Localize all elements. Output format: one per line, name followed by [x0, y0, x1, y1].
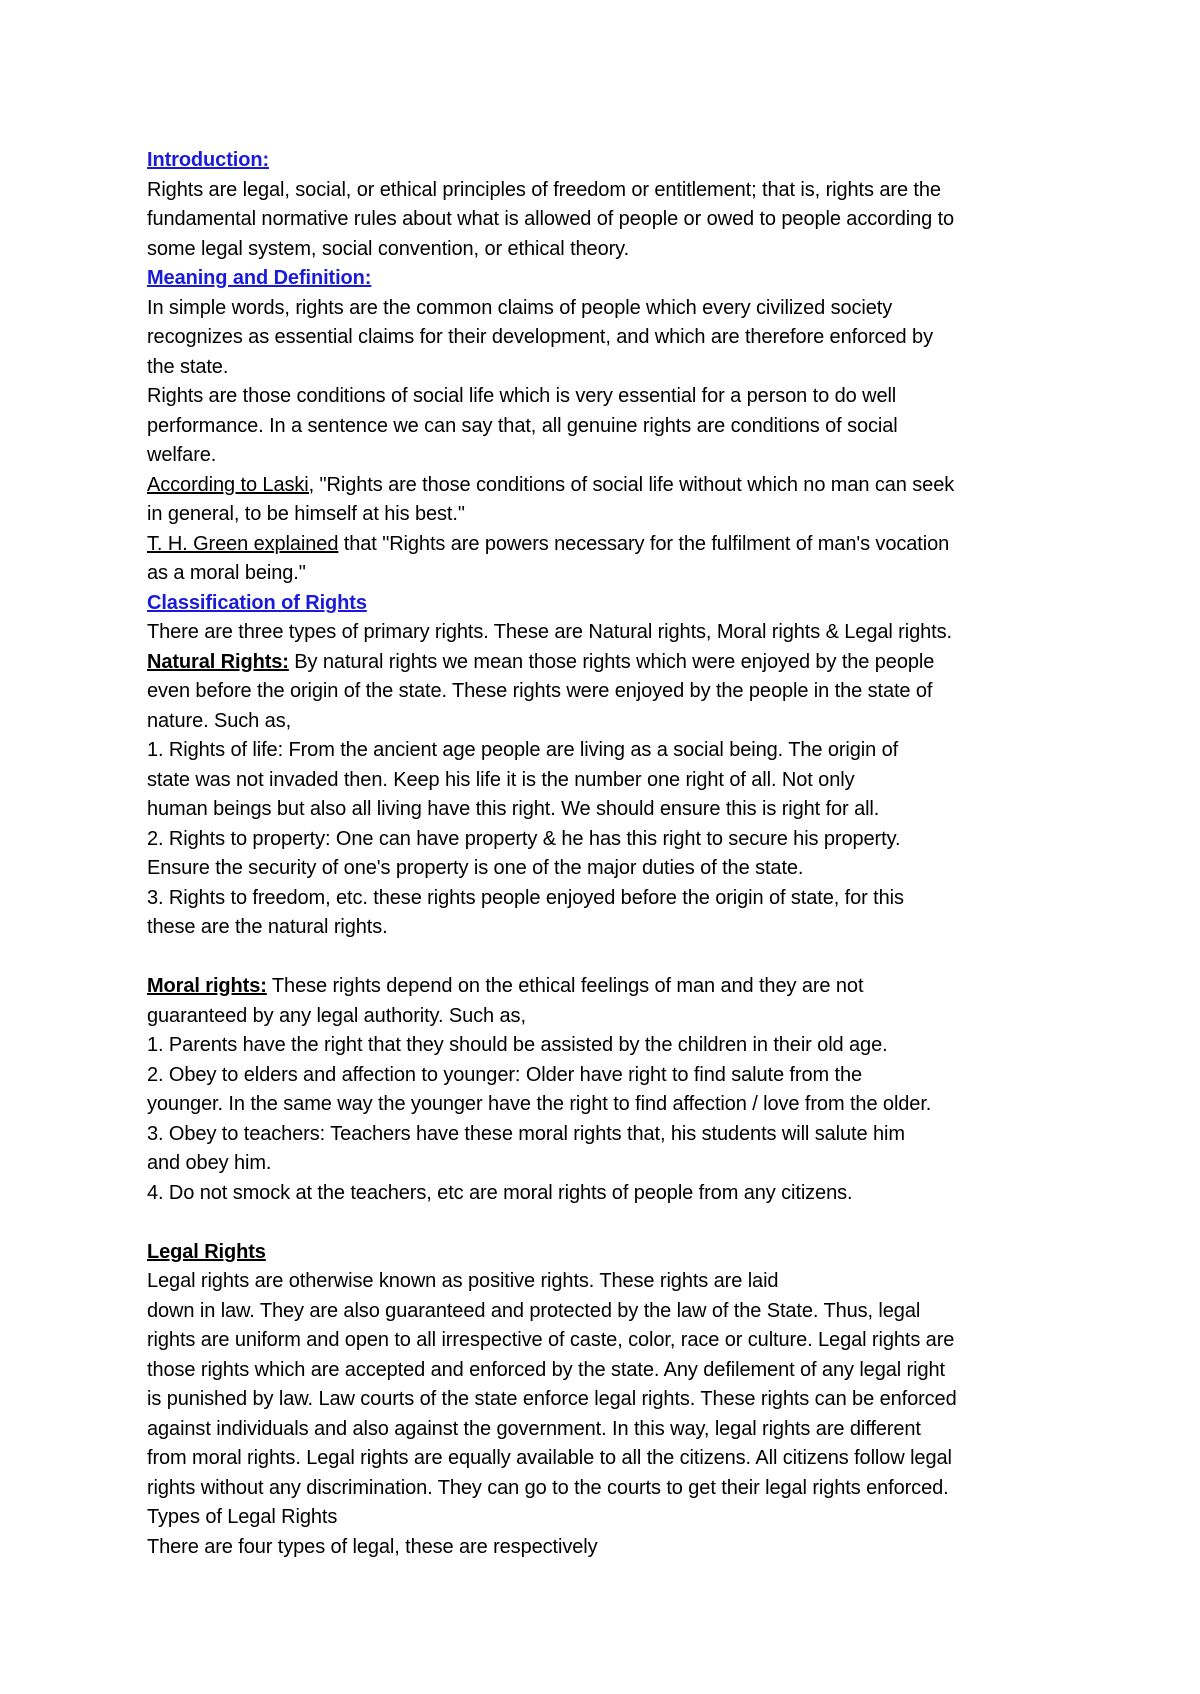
legal-rights-line: Legal rights are otherwise known as positive rights. These rights are laid — [147, 1270, 779, 1292]
meaning-line: performance. In a sentence we can say that, all genuine rights are conditions of social — [147, 414, 898, 437]
laski-quote-line — [147, 471, 1077, 501]
natural-rights-line: Ensure the security of one's property is one of the major duties of the state. — [147, 857, 804, 879]
legal-rights-line: There are four types of legal, these are respectively — [147, 1535, 598, 1558]
natural-rights-line: 3. Rights to freedom, etc. these rights people enjoyed before the origin of state, for this — [147, 886, 904, 909]
meaning-heading: Meaning and Definition: — [147, 267, 372, 289]
natural-rights-line: human beings but also all living have this right. We should ensure this is right for all. — [147, 798, 880, 820]
green-quote-line — [147, 530, 1077, 560]
moral-rights-line: guaranteed by any legal authority. Such as, — [147, 1004, 526, 1027]
green-label: T. H. Green explained — [147, 532, 339, 555]
natural-rights-line: 2. Rights to property: One can have property & he has this right to secure his property. — [147, 827, 901, 850]
introduction-line: some legal system, social convention, or ethical theory. — [147, 237, 630, 260]
meaning-line: Rights are those conditions of social life which is very essential for a person to do well — [147, 385, 897, 407]
moral-rights-line: 2. Obey to elders and affection to younger: Older have right to find salute from the — [147, 1063, 862, 1086]
legal-rights-line: from moral rights. Legal rights are equally available to all the citizens. All citizens follow legal — [147, 1447, 952, 1469]
legal-rights-line: down in law. They are also guaranteed and protected by the law of the State. Thus, legal — [147, 1299, 921, 1322]
moral-rights-line: 3. Obey to teachers: Teachers have these moral rights that, his students will salute him — [147, 1122, 905, 1145]
moral-rights-label: Moral rights: — [147, 975, 267, 997]
natural-rights-label: Natural Rights: — [147, 650, 289, 673]
classification-heading: Classification of Rights — [147, 591, 367, 614]
meaning-line: In simple words, rights are the common claims of people which every civilized society — [147, 296, 893, 319]
meaning-line: recognizes as essential claims for their development, and which are therefore enforced by — [147, 326, 933, 348]
paragraph-spacer — [147, 1208, 1077, 1238]
legal-rights-heading: Legal Rights — [147, 1240, 266, 1263]
natural-rights-line: nature. Such as, — [147, 709, 292, 732]
laski-quote-text: "Rights are those conditions of social life without which no man can seek — [314, 473, 955, 496]
introduction-line: fundamental normative rules about what is allowed of people or owed to people according to — [147, 208, 955, 230]
natural-rights-line: these are the natural rights. — [147, 916, 388, 938]
natural-rights-line: state was not invaded then. Keep his life it is the number one right of all. Not only — [147, 768, 855, 791]
moral-rights-line: 1. Parents have the right that they should be assisted by the children in their old age. — [147, 1034, 888, 1056]
meaning-line: the state. — [147, 355, 229, 378]
legal-rights-line: those rights which are accepted and enforced by the state. Any defilement of any legal right — [147, 1358, 945, 1381]
legal-rights-line: against individuals and also against the government. In this way, legal rights are different — [147, 1417, 921, 1440]
moral-rights-line: 4. Do not smock at the teachers, etc are moral rights of people from any citizens. — [147, 1181, 853, 1204]
natural-rights-line: 1. Rights of life: From the ancient age people are living as a social being. The origin of — [147, 739, 899, 761]
paragraph-spacer — [147, 943, 1077, 973]
moral-rights-first-line: Moral rights: These rights depend on the ethical feelings of man and they are not — [147, 975, 864, 997]
green-quote-text: that "Rights are powers necessary for the fulfilment of man's vocation — [338, 532, 950, 555]
meaning-line: welfare. — [147, 444, 217, 466]
moral-rights-line: younger. In the same way the younger have the right to find affection / love from the older. — [147, 1093, 932, 1115]
legal-rights-types-heading: Types of Legal Rights — [147, 1506, 338, 1528]
classification-intro: There are three types of primary rights. These are Natural rights, Moral rights & Legal rights. — [147, 621, 952, 643]
legal-rights-line: is punished by law. Law courts of the state enforce legal rights. These rights can be enforced — [147, 1388, 957, 1410]
laski-quote-line-2: in general, to be himself at his best." — [147, 503, 465, 525]
natural-rights-first-line: Natural Rights: By natural rights we mean those rights which were enjoyed by the people — [147, 650, 935, 673]
legal-rights-line: rights are uniform and open to all irrespective of caste, color, race or culture. Legal rights are — [147, 1329, 955, 1351]
introduction-line: Rights are legal, social, or ethical principles of freedom or entitlement; that is, rights are the — [147, 178, 941, 201]
document-body — [147, 146, 1077, 1562]
green-quote-line-2: as a moral being." — [147, 562, 306, 584]
legal-rights-line: rights without any discrimination. They can go to the courts to get their legal rights enforced. — [147, 1476, 949, 1499]
laski-label: According to Laski, — [147, 473, 315, 496]
natural-rights-line: even before the origin of the state. These rights were enjoyed by the people in the state of — [147, 680, 933, 702]
introduction-heading: Introduction: — [147, 149, 270, 171]
moral-rights-line: and obey him. — [147, 1152, 272, 1174]
